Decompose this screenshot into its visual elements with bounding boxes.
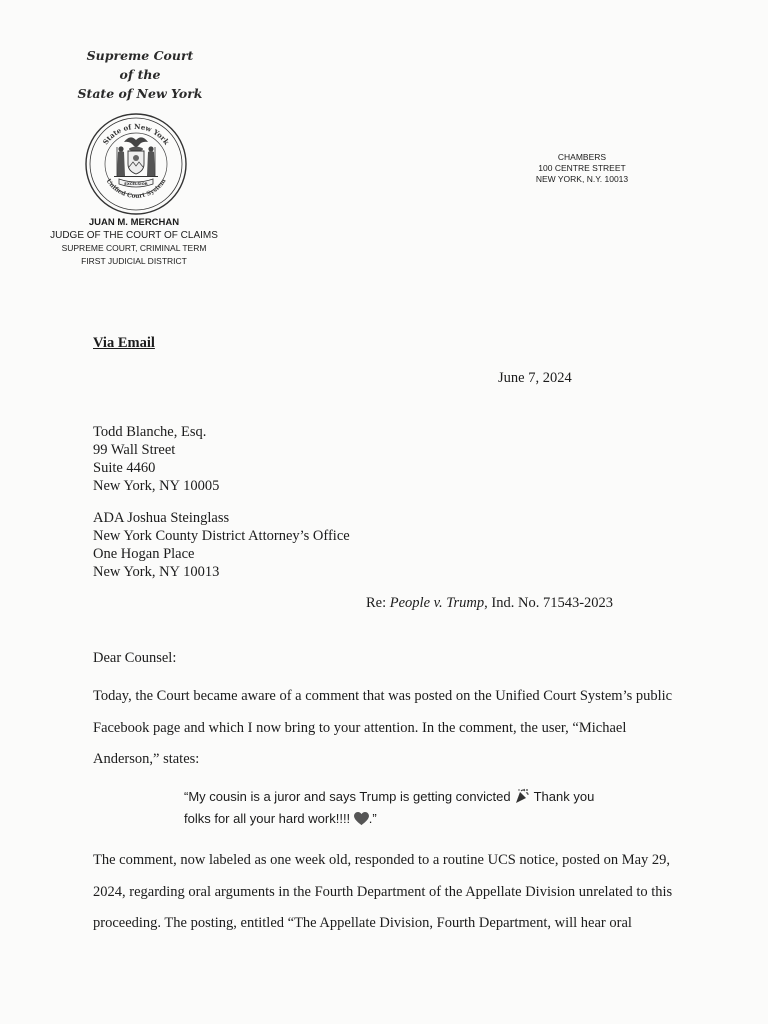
paragraph-line: The comment, now labeled as one week old, responded to a routine UCS notice, posted on May 29, <box>93 852 671 868</box>
recipient-address-steinglass <box>93 509 350 581</box>
quote-text: folks for all your hard work!!!! <box>184 811 351 826</box>
quote-line-1 <box>184 786 594 808</box>
paragraph-line: 2024, regarding oral arguments in the Fourth Department of the Appellate Division unrelated to this <box>93 883 673 900</box>
recipient-address-blanche <box>93 423 219 495</box>
re-index-number: , Ind. No. 71543-2023 <box>484 595 614 611</box>
paragraph-line: Anderson,” states: <box>93 751 200 767</box>
state-seal-icon <box>84 112 188 216</box>
address-line: New York, NY 10005 <box>93 478 220 494</box>
judge-district: FIRST JUDICIAL DISTRICT <box>81 256 187 266</box>
seal-bottom-text: Unified Court System <box>104 177 168 200</box>
heart-icon <box>354 812 369 826</box>
judge-term: SUPREME COURT, CRIMINAL TERM <box>61 243 207 253</box>
address-line: One Hogan Place <box>93 546 195 562</box>
address-line: 99 Wall Street <box>93 442 176 458</box>
address-line: New York, NY 10013 <box>93 564 220 580</box>
court-name-line-2: of the <box>119 67 161 82</box>
judge-title: JUDGE OF THE COURT OF CLAIMS <box>50 230 218 241</box>
judge-block <box>20 216 248 268</box>
judge-name: JUAN M. MERCHAN <box>88 217 180 228</box>
seal-top-text: State of New York <box>100 121 172 147</box>
court-name-line-1: Supreme Court <box>86 48 194 63</box>
re-line <box>366 595 613 612</box>
paragraph-2 <box>93 845 693 940</box>
paragraph-line: Today, the Court became aware of a comment that was posted on the Unified Court System’s public <box>93 688 673 704</box>
via-email-heading: Via Email <box>93 335 155 351</box>
paragraph-line: Facebook page and which I now bring to your attention. In the comment, the user, “Michael <box>93 719 627 736</box>
letter-date: June 7, 2024 <box>498 370 572 386</box>
salutation: Dear Counsel: <box>93 650 177 666</box>
quote-text: “My cousin is a juror and says Trump is getting convicted <box>184 789 511 804</box>
court-name-line-3: State of New York <box>77 86 203 101</box>
block-quote <box>184 786 594 830</box>
address-line: New York County District Attorney’s Office <box>93 528 350 544</box>
paragraph-line: proceeding. The posting, entitled “The Appellate Division, Fourth Department, will hear oral <box>93 915 632 931</box>
quote-closing: .” <box>368 811 377 826</box>
quote-line-2 <box>184 808 594 830</box>
court-name <box>60 46 220 103</box>
seal-motto: EXCELSIOR <box>124 181 148 186</box>
chambers-line: NEW YORK, N.Y. 10013 <box>535 174 629 184</box>
paragraph-1 <box>93 681 693 776</box>
chambers-line: 100 CENTRE STREET <box>538 163 626 173</box>
chambers-address <box>482 152 682 185</box>
re-case-name: People v. Trump <box>389 595 485 611</box>
address-line: ADA Joshua Steinglass <box>93 510 230 526</box>
address-line: Suite 4460 <box>93 460 156 476</box>
address-line: Todd Blanche, Esq. <box>93 424 207 440</box>
re-prefix: Re: <box>366 595 390 611</box>
quote-text-end: Thank you <box>533 789 595 804</box>
chambers-line: CHAMBERS <box>557 152 607 162</box>
party-popper-icon <box>514 788 530 804</box>
